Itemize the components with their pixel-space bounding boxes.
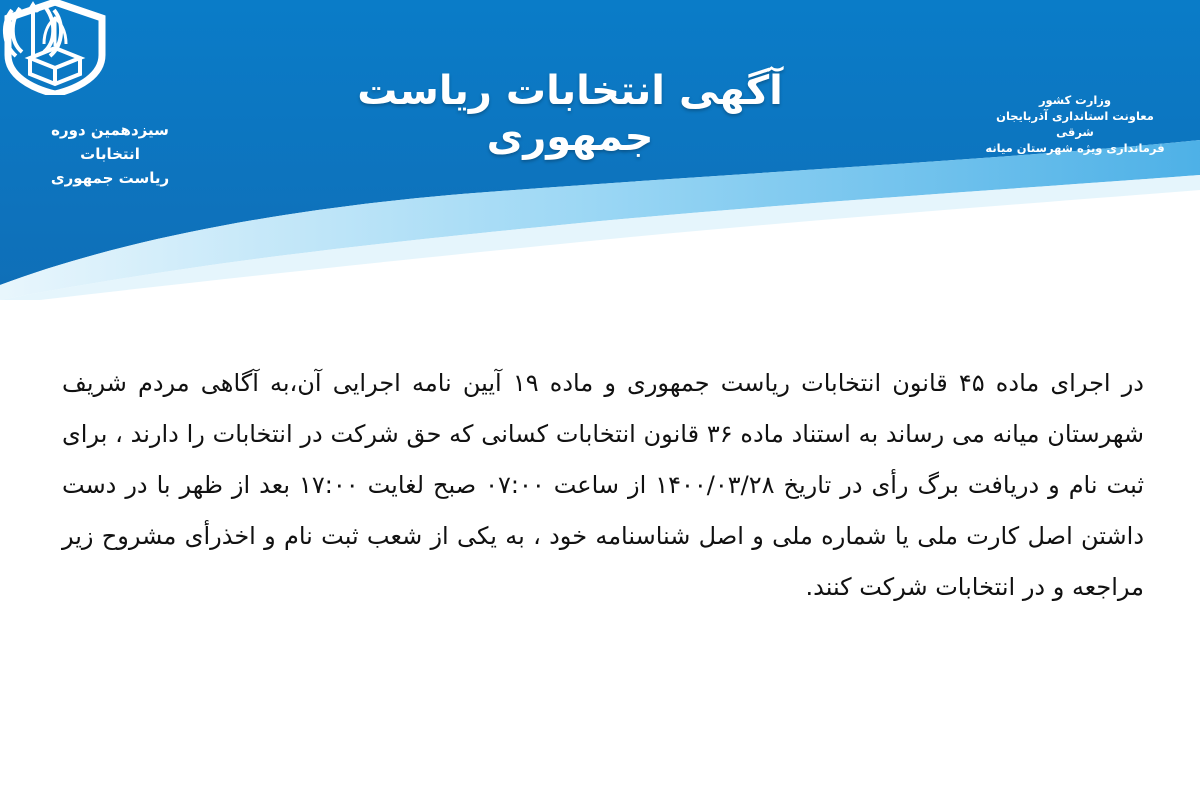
ministry-caption-line3: فرمانداری ویژه شهرستان میانه: [985, 141, 1165, 155]
ministry-caption-line2: معاونت استانداری آذربایجان شرقی: [996, 109, 1154, 139]
election-caption-line2: ریاست جمهوری: [50, 169, 170, 187]
ministry-caption: [980, 92, 1170, 156]
announcement-paragraph: در اجرای ماده ۴۵ قانون انتخابات ریاست جمهوری و ماده ۱۹ آیین نامه اجرایی آن،به آگاهی مردم شریف شهرستان میانه می رساند به استناد ماده ۳۶ قانون انتخابات کسانی که حق شرکت در انتخابات را دارند ، برای ثبت نام و دریافت برگ رأی در تاریخ ۱۴۰۰/۰۳/۲۸ از ساعت ۰۷:۰۰ صبح لغایت ۱۷:۰۰ بعد از ظهر با در دست داشتن اصل کارت ملی یا شماره ملی و اصل شناسنامه خود ، به یکی از شعب ثبت نام و اخذرأی مشروح زیر مراجعه و در انتخابات شرکت کنند.: [62, 369, 1145, 601]
election-caption-line1: سیزدهمین دوره انتخابات: [51, 121, 169, 163]
iran-emblem-icon: [0, 0, 66, 62]
header-banner: [0, 0, 1200, 300]
page-title: آگهی انتخابات ریاست جمهوری: [357, 68, 783, 160]
ministry-caption-line1: وزارت کشور: [1038, 93, 1112, 107]
election-caption: [20, 118, 200, 190]
